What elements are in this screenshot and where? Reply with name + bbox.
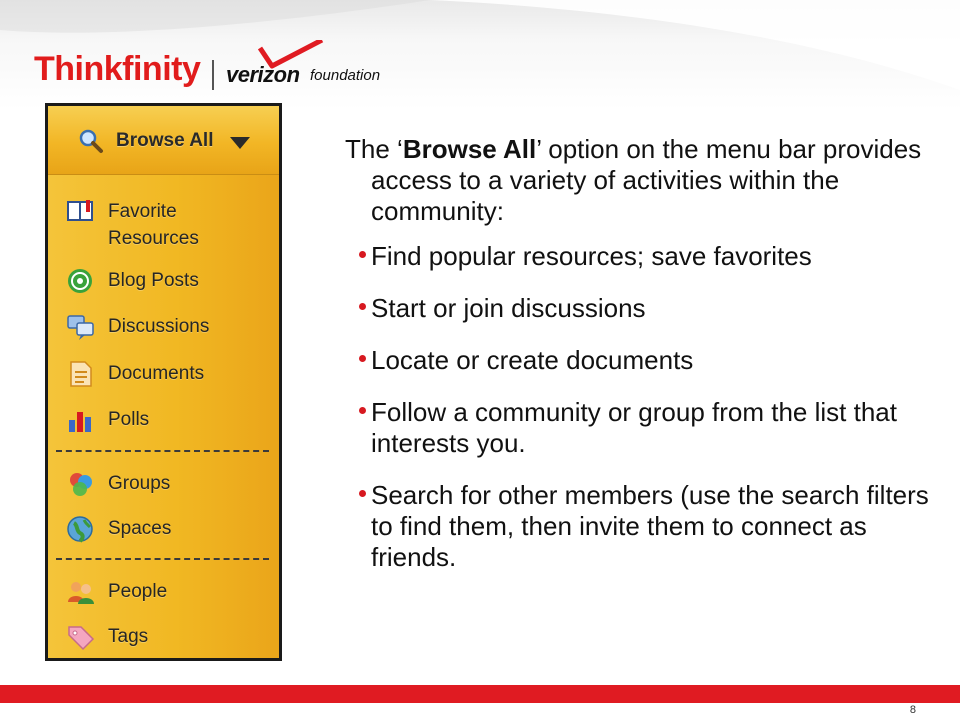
logo-partner: verizon xyxy=(226,62,300,87)
bullet-dot xyxy=(359,303,366,310)
chevron-down-icon xyxy=(230,137,250,149)
intro-post: ’ option on the menu bar provides access to a variety of activities within the community: xyxy=(371,134,922,226)
bullet-item xyxy=(345,345,945,376)
bullet-dot xyxy=(359,355,366,362)
globe-icon xyxy=(66,515,96,543)
rss-icon xyxy=(66,267,96,295)
bullet-item xyxy=(345,397,945,459)
bullet-item xyxy=(345,293,945,324)
bullet-dot xyxy=(359,490,366,497)
bullet-item xyxy=(345,241,945,272)
logo-partner-suffix: foundation xyxy=(310,67,381,84)
document-icon xyxy=(66,360,96,388)
thinkfinity-verizon-logo xyxy=(34,40,394,100)
bullet-text: Search for other members (use the search filters to find them, then invite them to connect as friends. xyxy=(371,480,929,572)
menu-item-favorite-resources[interactable] xyxy=(66,198,199,254)
footer-accent-bar xyxy=(0,685,960,703)
menu-item-spaces[interactable] xyxy=(66,515,171,545)
menu-item-label: Blog Posts xyxy=(108,270,199,291)
menu-item-polls[interactable] xyxy=(66,406,149,436)
logo-brand: Thinkfinity xyxy=(34,50,201,88)
bullet-text: Follow a community or group from the list that interests you. xyxy=(371,397,897,458)
tag-icon xyxy=(66,623,96,651)
menu-item-label: Groups xyxy=(108,473,171,494)
intro-pre: The ‘ xyxy=(345,134,403,164)
logo-divider xyxy=(212,60,214,90)
intro-paragraph xyxy=(345,134,945,227)
browse-all-label: Browse All xyxy=(116,130,214,151)
intro-bold: Browse All xyxy=(402,134,537,164)
browse-all-button[interactable] xyxy=(48,106,279,175)
menu-item-label: Spaces xyxy=(108,518,172,539)
menu-item-people[interactable] xyxy=(66,578,167,608)
menu-item-groups[interactable] xyxy=(66,470,170,500)
bullet-text: Locate or create documents xyxy=(371,345,694,375)
chat-bubbles-icon xyxy=(66,313,96,341)
bar-chart-icon xyxy=(66,406,96,434)
menu-item-blog-posts[interactable] xyxy=(66,267,199,297)
bullet-item xyxy=(345,480,945,573)
menu-item-label: People xyxy=(108,581,168,602)
menu-item-label: Polls xyxy=(108,409,150,430)
menu-item-label-line2: Resources xyxy=(108,228,199,249)
bullet-dot xyxy=(359,407,366,414)
people-icon xyxy=(66,578,96,606)
bullet-dot xyxy=(359,251,366,258)
menu-item-documents[interactable] xyxy=(66,360,204,390)
menu-item-label: Discussions xyxy=(108,316,210,337)
menu-item-discussions[interactable] xyxy=(66,313,209,343)
page-number: 8 xyxy=(909,704,916,716)
menu-item-label: Favorite xyxy=(108,201,177,222)
bullet-text: Start or join discussions xyxy=(371,293,646,323)
menu-divider xyxy=(56,558,269,560)
search-icon xyxy=(78,128,104,154)
menu-item-label: Tags xyxy=(108,626,149,647)
browse-all-menu xyxy=(45,103,282,661)
menu-item-tags[interactable] xyxy=(66,623,148,653)
groups-icon xyxy=(66,470,96,498)
book-icon xyxy=(66,198,96,226)
description-text xyxy=(345,134,945,594)
menu-item-label: Documents xyxy=(108,363,205,384)
bullet-text: Find popular resources; save favorites xyxy=(371,241,812,271)
menu-divider xyxy=(56,450,269,452)
